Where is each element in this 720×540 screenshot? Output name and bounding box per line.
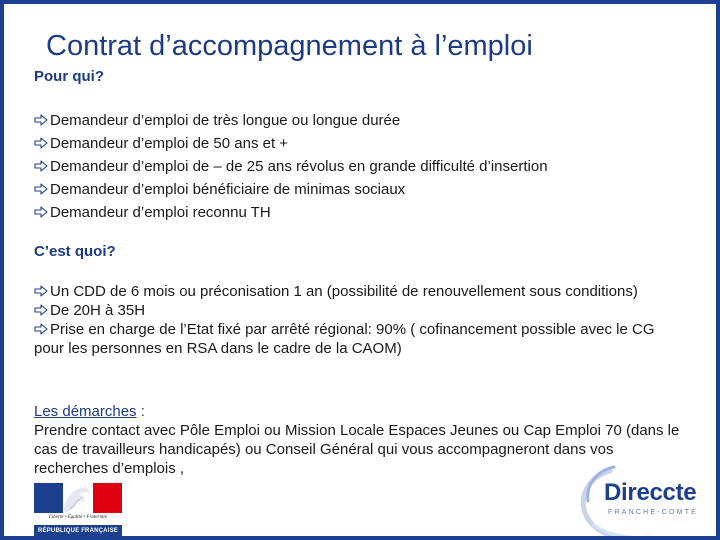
- arrow-right-icon: [34, 304, 48, 316]
- list-item-text: Demandeur d’emploi de 50 ans et +: [50, 135, 289, 152]
- list-item: [34, 320, 684, 358]
- marianne-emblem-icon: [34, 483, 122, 513]
- direccte-region: FRANCHE-COMTÉ: [608, 509, 699, 516]
- republique-name: RÉPUBLIQUE FRANÇAISE: [34, 525, 122, 537]
- republique-motto: Liberté • Égalité • Fraternité: [49, 515, 107, 520]
- arrow-right-icon: [34, 206, 48, 218]
- list-item-text: Demandeur d’emploi de – de 25 ans révolus en grande difficulté d’insertion: [50, 158, 548, 175]
- section-heading-cest-quoi: C’est quoi?: [34, 243, 116, 260]
- list-item-text: Demandeur d’emploi bénéficiaire de minimas sociaux: [50, 181, 406, 198]
- arrow-right-icon: [34, 183, 48, 195]
- republique-francaise-logo: [34, 483, 122, 539]
- list-item-text: De 20H à 35H: [50, 302, 146, 319]
- arrow-right-icon: [34, 137, 48, 149]
- demarches-body: Prendre contact avec Pôle Emploi ou Mission Locale Espaces Jeunes ou Cap Emploi 70 (dans le cas de travailleurs handicapés) ou Conseil Général qui vous accompagneront dans vos recherches d’emplois ,: [34, 422, 680, 477]
- list-item: [34, 109, 684, 132]
- demarches-colon: :: [136, 403, 145, 420]
- list-item: [34, 201, 684, 224]
- direccte-name: Direccte: [604, 479, 697, 506]
- demarches-heading: Les démarches: [34, 403, 137, 420]
- arrow-right-icon: [34, 114, 48, 126]
- list-item: [34, 282, 684, 301]
- section-heading-pour-qui: Pour qui?: [34, 68, 104, 85]
- cest-quoi-list: [34, 282, 684, 358]
- list-item-text: Demandeur d’emploi de très longue ou longue durée: [50, 112, 401, 129]
- arrow-right-icon: [34, 160, 48, 172]
- list-item: [34, 301, 684, 320]
- direccte-logo: [574, 459, 720, 540]
- arrow-right-icon: [34, 323, 48, 335]
- list-item-text: Prise en charge de l’Etat fixé par arrêté régional: 90% ( cofinancement possible avec le CG pour les personnes en RSA dans le cadre de la CAOM): [34, 321, 655, 357]
- list-item: [34, 132, 684, 155]
- slide-title: Contrat d’accompagnement à l’emploi: [46, 30, 533, 62]
- list-item: [34, 155, 684, 178]
- pour-qui-list: [34, 109, 684, 224]
- arrow-right-icon: [34, 285, 48, 297]
- list-item-text: Demandeur d’emploi reconnu TH: [50, 204, 271, 221]
- list-item-text: Un CDD de 6 mois ou préconisation 1 an (possibilité de renouvellement sous conditions): [50, 283, 638, 300]
- list-item: [34, 178, 684, 201]
